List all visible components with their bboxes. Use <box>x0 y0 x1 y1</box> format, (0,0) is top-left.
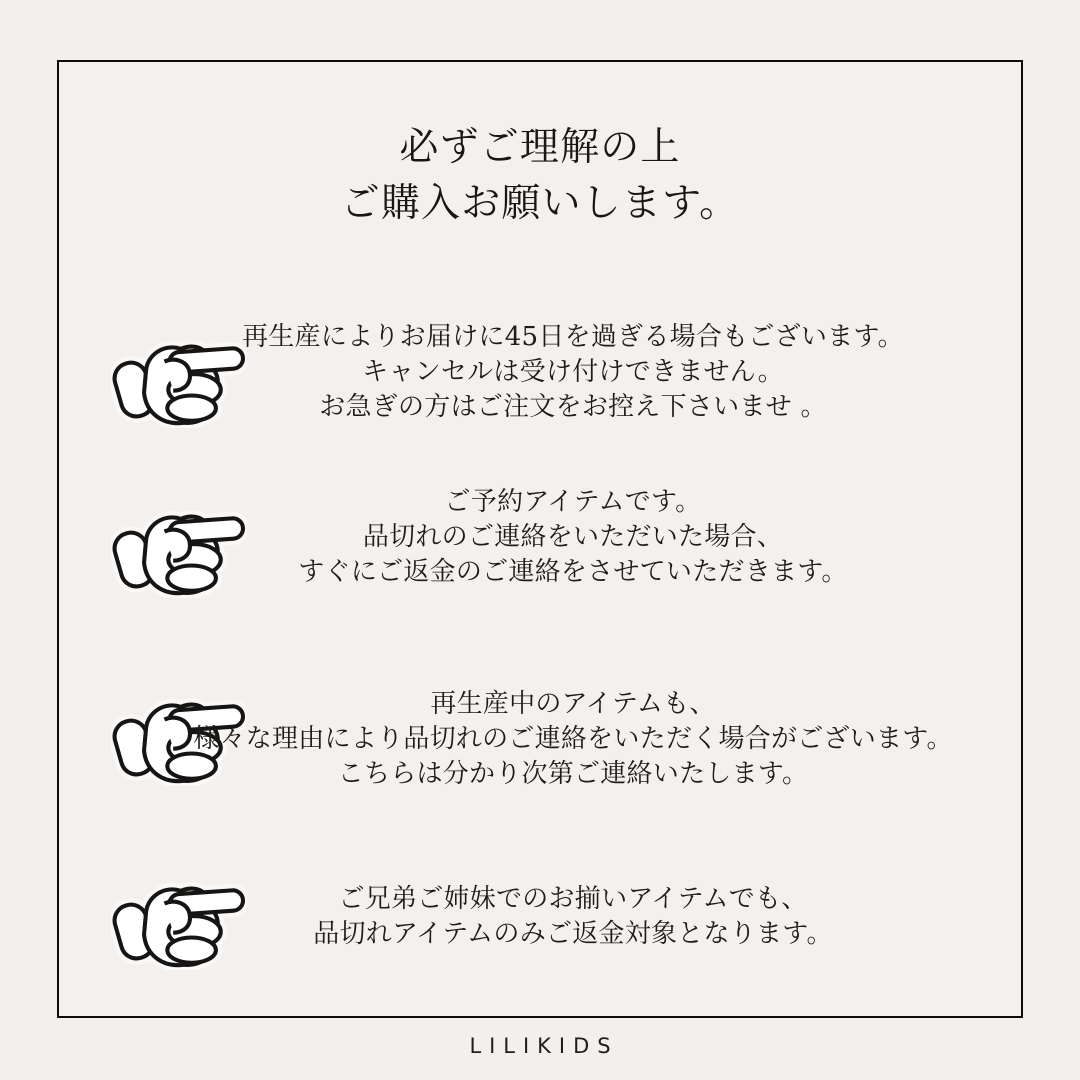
notice-line: 品切れアイテムのみご返金対象となります。 <box>313 919 833 949</box>
notice-line: キャンセルは受け付けできません。 <box>362 357 784 387</box>
notice-line: 品切れのご連絡をいただいた場合、 <box>362 522 784 552</box>
notice-line: 再生産によりお届けに45日を過ぎる場合もございます。 <box>242 322 904 352</box>
notice-line: お急ぎの方はご注文をお控え下さいませ 。 <box>319 392 827 422</box>
notice-line: こちらは分かり次第ご連絡いたします。 <box>337 759 809 789</box>
page-title <box>59 120 1021 232</box>
notice-text-3 <box>177 687 969 792</box>
notice-text-4 <box>177 882 969 952</box>
notice-line: ご予約アイテムです。 <box>444 487 702 517</box>
notice-card <box>57 60 1023 1018</box>
notice-line: すぐにご返金のご連絡をさせていただきます。 <box>298 557 848 587</box>
notice-line: 様々な理由により品切れのご連絡をいただく場合がございます。 <box>193 724 953 754</box>
page-title-line1: 必ずご理解の上 <box>399 125 681 170</box>
notice-line: 再生産中のアイテムも、 <box>430 689 716 719</box>
brand-logo: LILIKIDS <box>469 1034 619 1058</box>
page-title-line2: ご購入お願いします。 <box>340 181 740 226</box>
notice-line: ご兄弟ご姉妹でのお揃いアイテムでも、 <box>338 884 808 914</box>
notice-text-1 <box>177 320 969 425</box>
notice-text-2 <box>177 485 969 590</box>
